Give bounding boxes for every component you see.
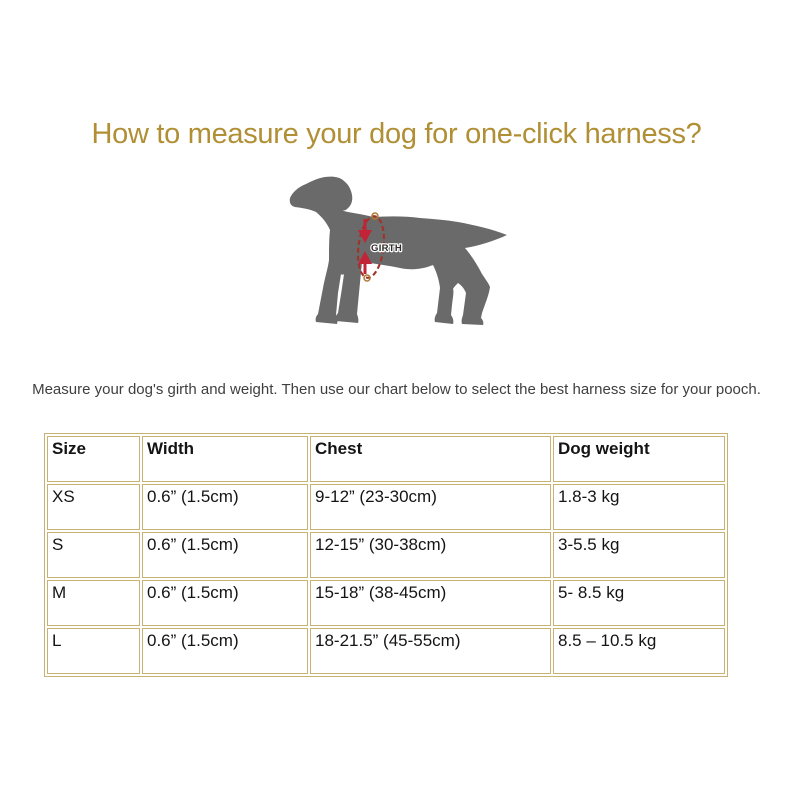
cell-chest: 9-12” (23-30cm) (310, 484, 551, 530)
cell-size: S (47, 532, 140, 578)
table-row-s (47, 532, 725, 578)
girth-label: GIRTH (371, 243, 403, 254)
cell-width: 0.6” (1.5cm) (142, 580, 308, 626)
cell-width: 0.6” (1.5cm) (142, 532, 308, 578)
dog-diagram-svg (278, 173, 522, 335)
table-row-m (47, 580, 725, 626)
cell-chest: 12-15” (30-38cm) (310, 532, 551, 578)
cell-width: 0.6” (1.5cm) (142, 628, 308, 674)
cell-size: XS (47, 484, 140, 530)
page-title: How to measure your dog for one-click harness? (91, 118, 702, 150)
column-header-width: Width (142, 436, 308, 482)
table-header-row (47, 436, 725, 482)
dog-measurement-diagram (278, 173, 522, 335)
cell-dog-weight: 1.8-3 kg (553, 484, 725, 530)
cell-size: M (47, 580, 140, 626)
cell-size: L (47, 628, 140, 674)
cell-dog-weight: 5- 8.5 kg (553, 580, 725, 626)
cell-width: 0.6” (1.5cm) (142, 484, 308, 530)
column-header-dog-weight: Dog weight (553, 436, 725, 482)
table-row-l (47, 628, 725, 674)
cell-chest: 18-21.5” (45-55cm) (310, 628, 551, 674)
cell-chest: 15-18” (38-45cm) (310, 580, 551, 626)
table-row-xs (47, 484, 725, 530)
column-header-size: Size (47, 436, 140, 482)
size-chart-table (44, 433, 728, 677)
column-header-chest: Chest (310, 436, 551, 482)
cell-dog-weight: 3-5.5 kg (553, 532, 725, 578)
measurement-instructions: Measure your dog's girth and weight. Then use our chart below to select the best harness size for your pooch. (32, 381, 761, 398)
cell-dog-weight: 8.5 – 10.5 kg (553, 628, 725, 674)
